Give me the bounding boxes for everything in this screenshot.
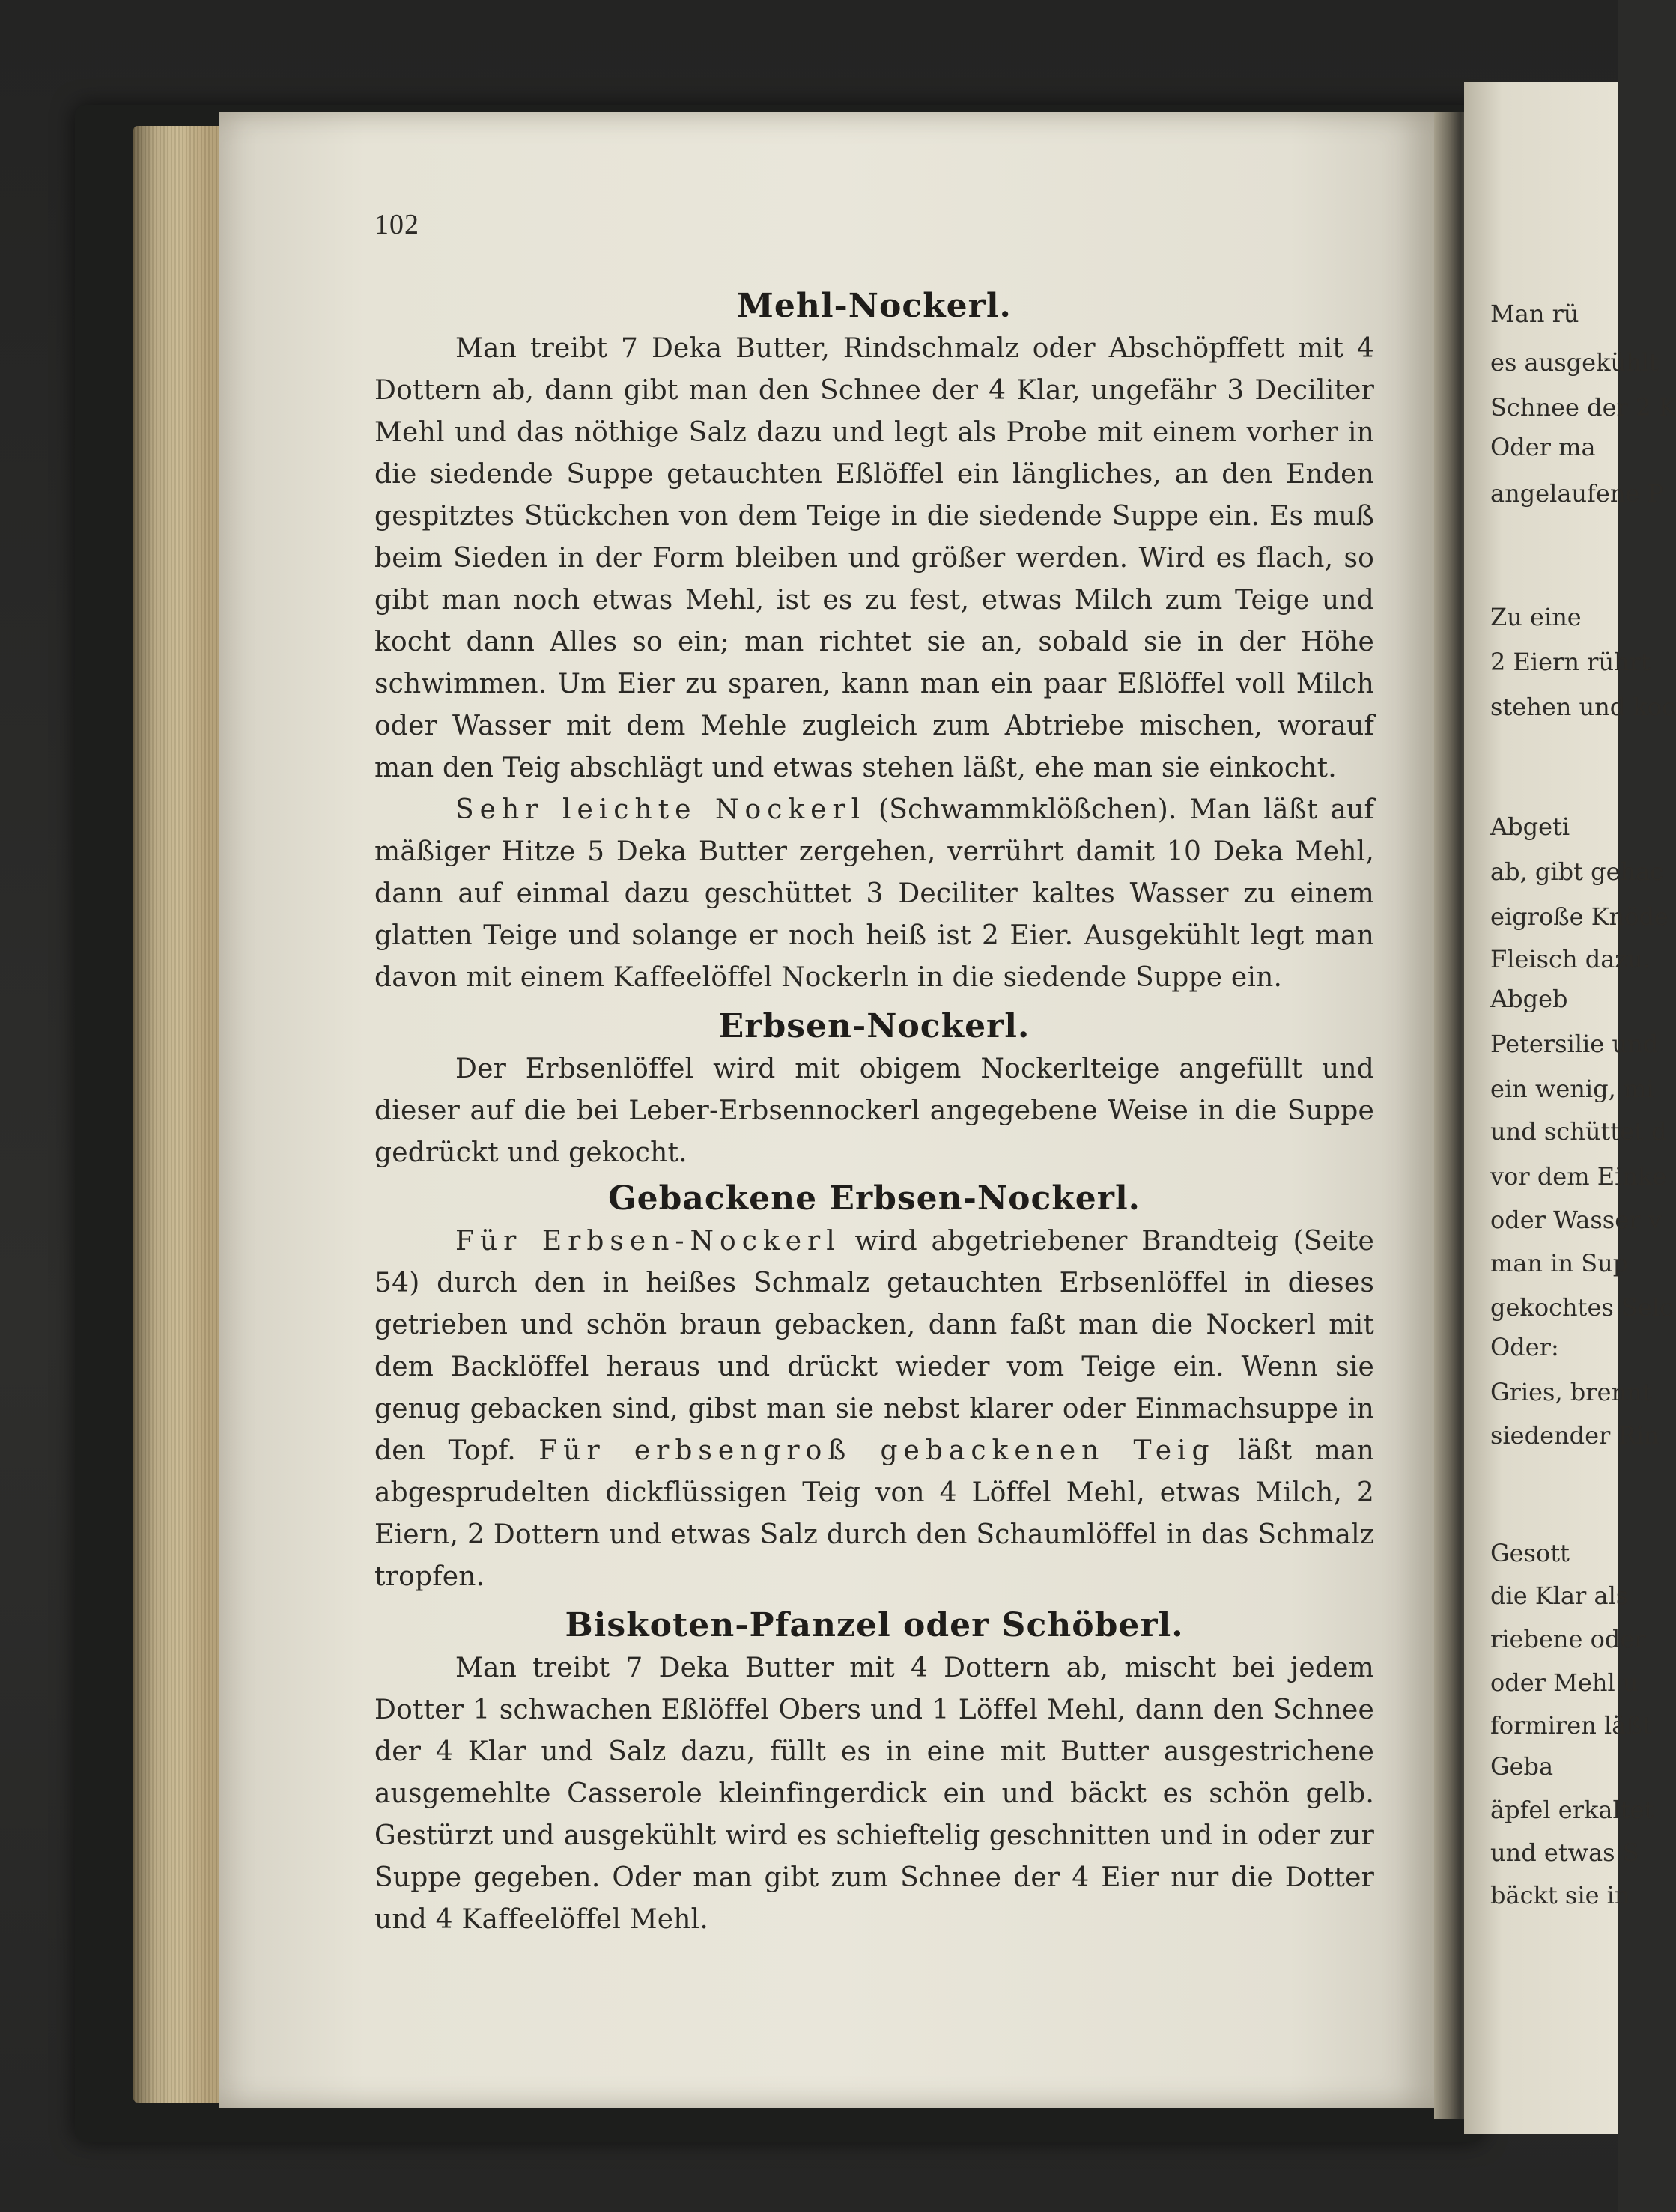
right-page-line: die Klar als: [1490, 1581, 1629, 1610]
right-page-line: Petersilie und: [1490, 1030, 1659, 1058]
paragraph: [374, 1221, 1374, 1598]
paragraph-text: wird abgetriebener Brandteig (Seite 54) durch den in heißes Schmalz getauchten Erbsenlöffel in dieses getrieben und schön braun gebacken, dann faßt man die Nockerl mit dem Backlöffel heraus und drückt wieder vom Teige ein. Wenn sie genug gebacken sind, gibst man sie nebst klarer oder Einmachsuppe in den Topf.: [374, 1226, 1374, 1466]
right-page-line: es ausgekühlt: [1490, 348, 1659, 377]
section-heading: Biskoten-Pfanzel oder Schöberl.: [565, 1606, 1184, 1644]
right-page-line: Gesott: [1490, 1539, 1570, 1567]
right-page-line: Oder ma: [1490, 433, 1596, 461]
right-page-line: Abgeb: [1490, 985, 1568, 1013]
page-number: 102: [374, 209, 419, 240]
right-page-line: stehen und koc: [1490, 693, 1675, 721]
right-page-line: äpfel erkaltet: [1490, 1796, 1654, 1824]
paragraph: Der Erbsenlöffel wird mit obigem Nockerlteige angefüllt und dieser auf die bei Leber-Erbsennockerl angegebene Weise in die Suppe gedrückt und gekocht.: [374, 1054, 1374, 1168]
right-page-line: eigroße Knöde: [1490, 902, 1669, 931]
right-page-line: Schnee der 2 K: [1490, 393, 1676, 422]
right-page-line: Oder:: [1490, 1333, 1559, 1361]
right-page-line: ein wenig, mi: [1490, 1075, 1654, 1103]
right-page-line: man in Sup: [1490, 1249, 1629, 1277]
right-page-line: und schüttet d: [1490, 1117, 1667, 1146]
paragraph: [374, 789, 1374, 999]
right-page-line: riebene oder: [1490, 1625, 1646, 1653]
right-page-line: Man rü: [1490, 300, 1579, 328]
right-page-line: 2 Eiern rührt: [1490, 648, 1651, 676]
right-page-line: Fleisch dazu.: [1490, 945, 1651, 973]
right-page-line: Geba: [1490, 1752, 1554, 1781]
section-heading: Gebackene Erbsen-Nockerl.: [608, 1179, 1141, 1218]
paragraph: Man treibt 7 Deka Butter mit 4 Dottern ab, mischt bei jedem Dotter 1 schwachen Eßlöffel Obers und 1 Löffel Mehl, dann den Schnee der 4 Klar und Salz dazu, füllt es in eine mit Butter ausgestrichene ausgemehlte Casserole kleinfingerdick ein und bäckt es schön gelb. Gestürzt und ausgekühlt wird es schieftelig geschnitten und in oder zur Suppe gegeben. Oder man gibt zum Schnee der 4 Eier nur die Dotter und 4 Kaffeelöffel Mehl.: [374, 1653, 1374, 1935]
right-page-line: angelaufene P: [1490, 479, 1664, 508]
right-page-line: formiren läßt: [1490, 1711, 1652, 1739]
right-page-line: oder Wasser v: [1490, 1206, 1662, 1234]
page-text: [374, 285, 1374, 1941]
paragraph-text: läßt man abgesprudelten dickflüssigen Teig von 4 Löffel Mehl, etwas Milch, 2 Eiern, 2 Dottern und etwas Salz durch den Schaumlöffel in das Schmalz tropfen.: [374, 1435, 1374, 1592]
section-heading: Erbsen-Nockerl.: [718, 1007, 1030, 1045]
paragraph-lead: Für Erbsen-Nockerl: [455, 1226, 841, 1257]
right-page-line: siedender Rin: [1490, 1421, 1660, 1450]
right-page: [1464, 82, 1676, 2134]
right-page-line: oder Mehl u: [1490, 1668, 1639, 1697]
right-page-line: ab, gibt gehac: [1490, 857, 1664, 886]
right-page-line: und etwas S: [1490, 1838, 1639, 1867]
right-page-line: bäckt sie in: [1490, 1881, 1630, 1909]
paragraph-text: (Schwammklößchen). Man läßt auf mäßiger Hitze 5 Deka Butter zergehen, verrührt damit 10 Deka Mehl, dann auf einmal dazu geschüttet 3 Deciliter kaltes Wasser zu einem glatten Teige und solange er noch heiß ist 2 Eier. Ausgekühlt legt man davon mit einem Kaffeelöffel Nockerln in die siedende Suppe ein.: [374, 794, 1374, 993]
right-page-line: Zu eine: [1490, 603, 1582, 631]
right-page-line: vor dem Einke: [1490, 1162, 1667, 1191]
right-page-line: gekochtes Selc: [1490, 1293, 1674, 1322]
right-page-line: Abgeti: [1490, 812, 1570, 841]
section-heading: Mehl-Nockerl.: [737, 287, 1012, 325]
right-page-line: Gries, brennt: [1490, 1378, 1652, 1406]
paragraph-lead: Für erbsengroß gebackenen Teig: [538, 1435, 1215, 1466]
paragraph: Man treibt 7 Deka Butter, Rindschmalz oder Abschöpffett mit 4 Dottern ab, dann gibt man den Schnee der 4 Klar, ungefähr 3 Deciliter Mehl und das nöthige Salz dazu und legt als Probe mit einem vorher in die siedende Suppe getauchten Eßlöffel ein längliches, an den Enden gespitztes Stückchen von dem Teige in die siedende Suppe ein. Es muß beim Sieden in der Form bleiben und größer werden. Wird es flach, so gibt man noch etwas Mehl, ist es zu fest, etwas Milch zum Teige und kocht dann Alles so ein; man richtet sie an, sobald sie in der Höhe schwimmen. Um Eier zu sparen, kann man ein paar Eßlöffel voll Milch oder Wasser mit dem Mehle zugleich zum Abtriebe mischen, worauf man den Teig abschlägt und etwas stehen läßt, ehe man sie einkocht.: [374, 333, 1374, 783]
paragraph-lead: Sehr leichte Nockerl: [455, 794, 866, 825]
